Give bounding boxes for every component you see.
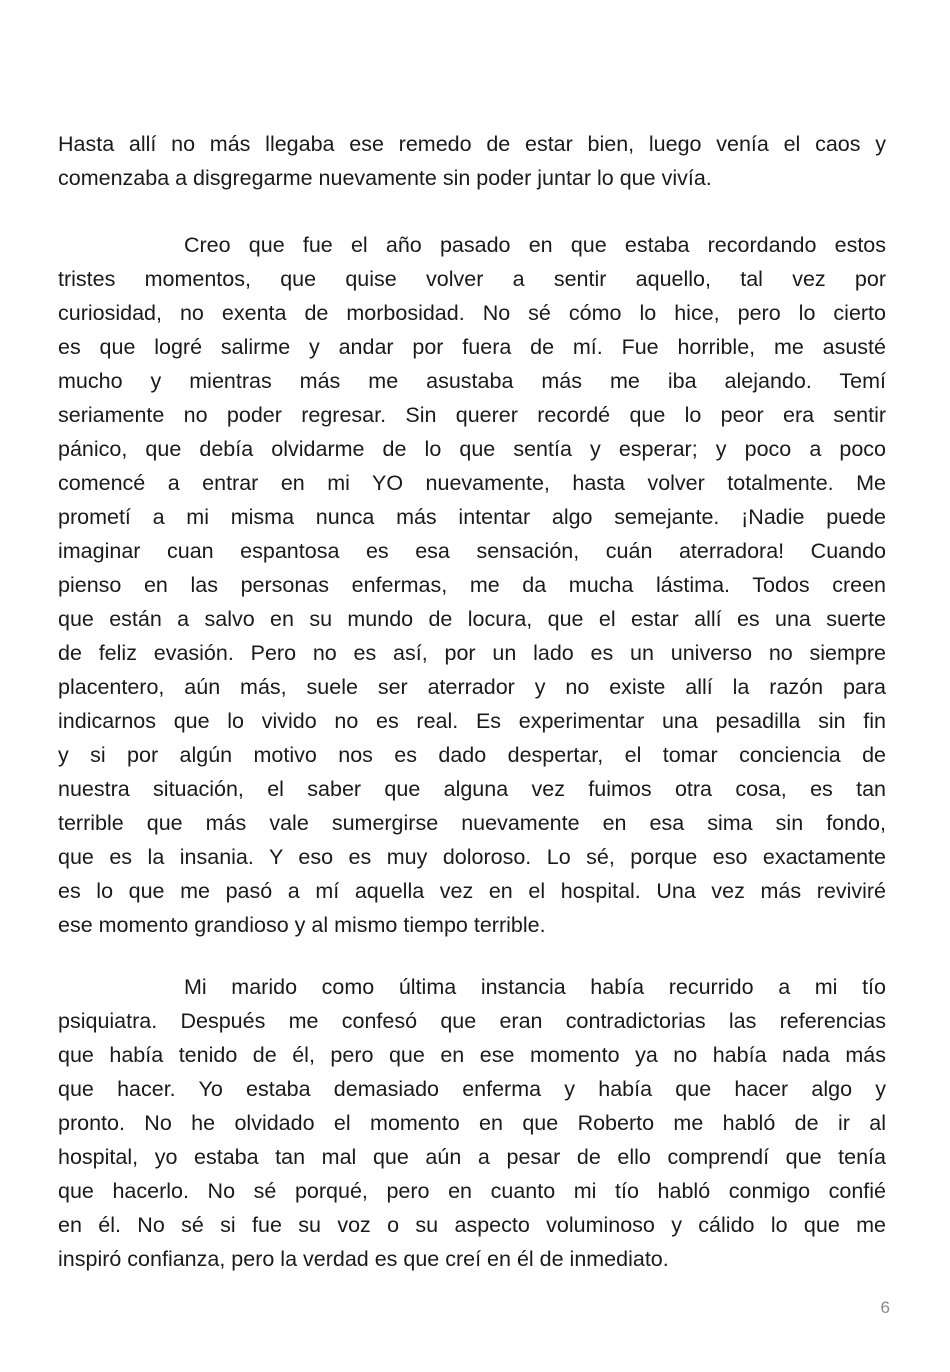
text-line: pánico, que debía olvidarme de lo que sentía y esperar; y poco a poco [58,437,886,461]
text-line: que había tenido de él, pero que en ese momento ya no había nada más [58,1043,886,1067]
text-line: Mi marido como última instancia había recurrido a mi tío [184,975,886,999]
text-line: que es la insania. Y eso es muy doloroso. Lo sé, porque eso exactamente [58,845,886,869]
text-line: Hasta allí no más llegaba ese remedo de estar bien, luego venía el caos y [58,132,886,156]
text-line: prometí a mi misma nunca más intentar algo semejante. ¡Nadie puede [58,505,886,529]
paragraph-1 [58,127,886,195]
text-line: en él. No sé si fue su voz o su aspecto voluminoso y cálido lo que me [58,1213,886,1237]
text-line: hospital, yo estaba tan mal que aún a pesar de ello comprendí que tenía [58,1145,886,1169]
text-line: que están a salvo en su mundo de locura, que el estar allí es una suerte [58,607,886,631]
text-line: terrible que más vale sumergirse nuevamente en esa sima sin fondo, [58,811,886,835]
text-line: curiosidad, no exenta de morbosidad. No sé cómo lo hice, pero lo cierto [58,301,886,325]
text-line: es que logré salirme y andar por fuera de mí. Fue horrible, me asusté [58,335,886,359]
text-line: mucho y mientras más me asustaba más me iba alejando. Temí [58,369,886,393]
text-line: pronto. No he olvidado el momento en que Roberto me habló de ir al [58,1111,886,1135]
page-number: 6 [880,1298,890,1317]
text-line: y si por algún motivo nos es dado despertar, el tomar conciencia de [58,743,886,767]
text-line: Creo que fue el año pasado en que estaba recordando estos [184,233,886,257]
text-line: que hacerlo. No sé porqué, pero en cuanto mi tío habló conmigo confié [58,1179,886,1203]
text-line: tristes momentos, que quise volver a sentir aquello, tal vez por [58,267,886,291]
text-line: comenzaba a disgregarme nuevamente sin poder juntar lo que vivía. [58,166,712,190]
text-line: nuestra situación, el saber que alguna vez fuimos otra cosa, es tan [58,777,886,801]
text-line: es lo que me pasó a mí aquella vez en el hospital. Una vez más reviviré [58,879,886,903]
paragraph-2 [58,228,886,942]
text-line: ese momento grandioso y al mismo tiempo terrible. [58,913,546,937]
paragraph-3 [58,970,886,1276]
text-line: imaginar cuan espantosa es esa sensación, cuán aterradora! Cuando [58,539,886,563]
text-line: comencé a entrar en mi YO nuevamente, hasta volver totalmente. Me [58,471,886,495]
text-line: inspiró confianza, pero la verdad es que creí en él de inmediato. [58,1247,669,1271]
text-line: seriamente no poder regresar. Sin querer recordé que lo peor era sentir [58,403,886,427]
text-line: que hacer. Yo estaba demasiado enferma y había que hacer algo y [58,1077,886,1101]
text-line: de feliz evasión. Pero no es así, por un lado es un universo no siempre [58,641,886,665]
text-line: psiquiatra. Después me confesó que eran contradictorias las referencias [58,1009,886,1033]
text-line: indicarnos que lo vivido no es real. Es experimentar una pesadilla sin fin [58,709,886,733]
text-line: placentero, aún más, suele ser aterrador y no existe allí la razón para [58,675,886,699]
text-line: pienso en las personas enfermas, me da mucha lástima. Todos creen [58,573,886,597]
